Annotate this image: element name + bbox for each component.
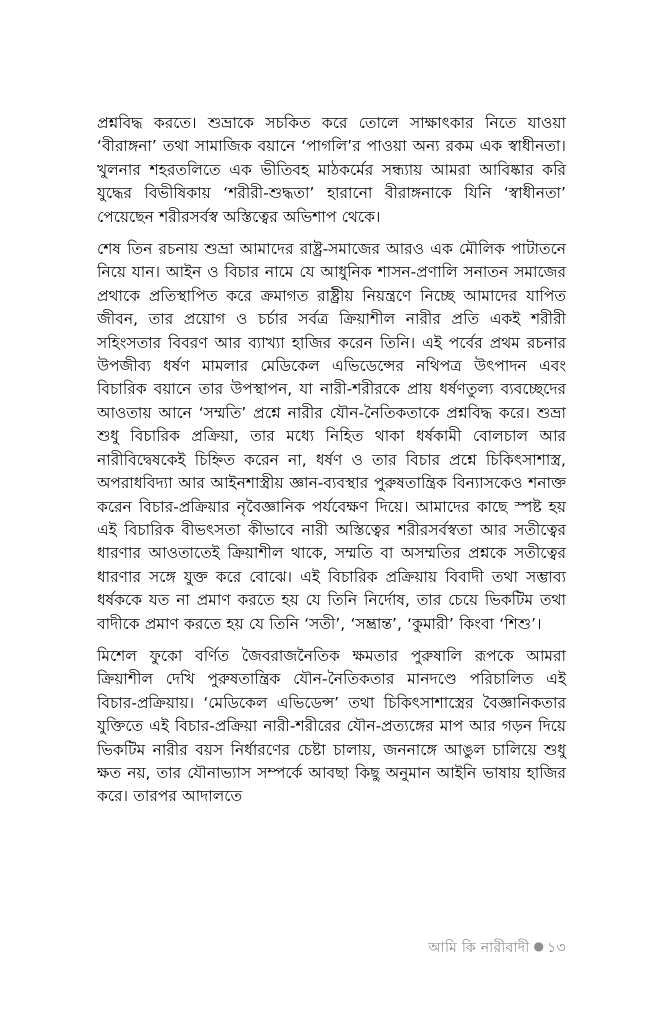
page-text-column: [97, 112, 566, 809]
footer-book-title: আমি কি নারীবাদী: [428, 940, 530, 956]
footer-page-number: ১৩: [547, 940, 566, 956]
footer-separator-dot-icon: ●: [533, 939, 545, 953]
paragraph-3: মিশেল ফুকো বর্ণিত জৈবরাজনৈতিক ক্ষমতার পুরুষালি রূপকে আমরা ক্রিয়াশীল দেখি পুরুষতান্ত্রিক যৌন-নৈতিকতার মানদণ্ডে পরিচালিত এই বিচার-প্রক্রিয়ায়। ‘মেডিকেল এভিডেন্স’ তথা চিকিৎসাশাস্ত্রের বৈজ্ঞানিকতার যুক্তিতে এই বিচার-প্রক্রিয়া নারী-শরীরের যৌন-প্রত্যঙ্গের মাপ আর গড়ন দিয়ে ভিকটিম নারীর বয়স নির্ধারণের চেষ্টা চালায়, জননাঙ্গে আঙুল চালিয়ে শুধু ক্ষত নয়, তার যৌনাভ্যাস সম্পর্কে আবছা কিছু অনুমান আইনি ভাষায় হাজির করে। তারপর আদালতে: [97, 646, 566, 806]
page-footer: [97, 938, 566, 958]
paragraph-1: প্রশ্নবিদ্ধ করতে। শুভ্রাকে সচকিত করে তোলে সাক্ষাৎকার নিতে যাওয়া ‘বীরাঙ্গনা’ তথা সামাজিক বয়ানে ‘পাগলি’র পাওয়া অন্য রকম এক স্বাধীনতা। খুলনার শহরতলিতে এক ভীতিবহ মাঠকর্মের সন্ধ্যায় আমরা আবিষ্কার করি যুদ্ধের বিভীষিকায় ‘শরীরী-শুদ্ধতা’ হারানো বীরাঙ্গনাকে যিনি ‘স্বাধীনতা’ পেয়েছেন শরীরসর্বস্ব অস্তিত্বের অভিশাপ থেকে।: [97, 114, 566, 226]
paragraph-2: শেষ তিন রচনায় শুভ্রা আমাদের রাষ্ট্র-সমাজের আরও এক মৌলিক পাটাতনে নিয়ে যান। আইন ও বিচার নামে যে আধুনিক শাসন-প্রণালি সনাতন সমাজের প্রথাকে প্রতিস্থাপিত করে ক্রমাগত রাষ্ট্রীয় নিয়ন্ত্রণে নিচ্ছে আমাদের যাপিত জীবন, তার প্রয়োগ ও চর্চার সর্বত্র ক্রিয়াশীল নারীর প্রতি একই শরীরী সহিংসতার বিবরণ আর ব্যাখ্যা হাজির করেন তিনি। এই পর্বের প্রথম রচনার উপজীব্য ধর্ষণ মামলার মেডিকেল এভিডেন্সের নথিপত্র উৎপাদন এবং বিচারিক বয়ানে তার উপস্থাপন, যা নারী-শরীরকে প্রায় ধর্ষণতুল্য ব্যবচ্ছেদের আওতায় আনে ‘সম্মতি’ প্রশ্নে নারীর যৌন-নৈতিকতাকে প্রশ্নবিদ্ধ করে। শুভ্রা শুধু বিচারিক প্রক্রিয়া, তার মধ্যে নিহিত থাকা ধর্ষকামী বোলচাল আর নারীবিদ্বেষকেই চিহ্নিত করেন না, ধর্ষণ ও তার বিচার প্রশ্নে চিকিৎসাশাস্ত্র, অপরাধবিদ্যা আর আইনশাস্ত্রীয় জ্ঞান-ব্যবস্থার পুরুষতান্ত্রিক বিন্যাসকেও শনাক্ত করেন বিচার-প্রক্রিয়ার নৃবৈজ্ঞানিক পর্যবেক্ষণ দিয়ে। আমাদের কাছে স্পষ্ট হয় এই বিচারিক বীভৎসতা কীভাবে নারী অস্তিত্বের শরীরসর্বস্বতা আর সতীত্বের ধারণার আওতাতেই ক্রিয়াশীল থাকে, সম্মতি বা অসম্মতির প্রশ্নকে সতীত্বের ধারণার সঙ্গে যুক্ত করে বোঝে। এই বিচারিক প্রক্রিয়ায় বিবাদী তথা সম্ভাব্য ধর্ষককে যত না প্রমাণ করতে হয় যে তিনি নির্দোষ, তার চেয়ে ভিকটিম তথা বাদীকে প্রমাণ করতে হয় যে তিনি ‘সতী’, ‘সম্ভ্রান্ত’, ‘কুমারী’ কিংবা ‘শিশু’।: [97, 240, 566, 633]
